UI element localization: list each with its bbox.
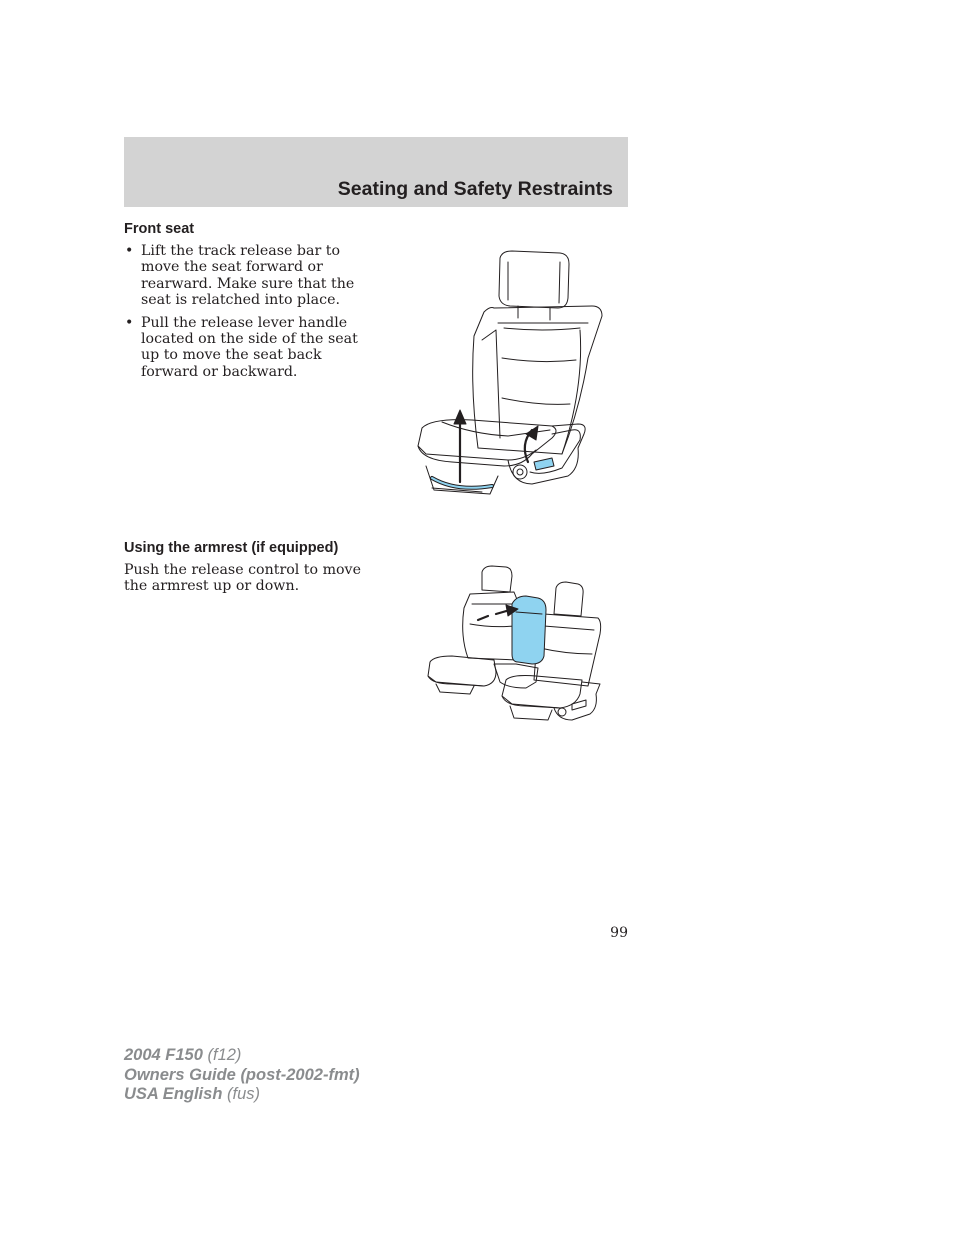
footer-line: 2004 F150 (f12) <box>124 1046 242 1064</box>
armrest-instructions: Push the release control to move the armrest up or down. <box>124 562 361 595</box>
armrest-illustration <box>426 564 604 726</box>
footer-line: Owners Guide (post-2002-fmt) <box>124 1065 360 1084</box>
front-seat-instructions <box>124 243 374 386</box>
bullet-icon: • <box>125 243 134 259</box>
page-number: 99 <box>610 925 628 941</box>
footer-line: USA English (fus) <box>124 1085 260 1103</box>
bullet-icon: • <box>125 314 134 331</box>
section-title: Seating and Safety Restraints <box>337 178 613 200</box>
list-item: • Pull the release lever handle located on the side of the seat up to move the seat back forward or backward. <box>125 314 358 380</box>
document-footer <box>124 1046 360 1105</box>
front-seat-heading: Front seat <box>124 221 195 237</box>
front-seat-illustration <box>412 248 608 508</box>
section-header <box>124 137 628 207</box>
list-item: • Lift the track release bar to move the seat forward or rearward. Make sure that the seat is relatched into place. <box>125 243 355 309</box>
armrest-heading: Using the armrest (if equipped) <box>124 540 339 556</box>
